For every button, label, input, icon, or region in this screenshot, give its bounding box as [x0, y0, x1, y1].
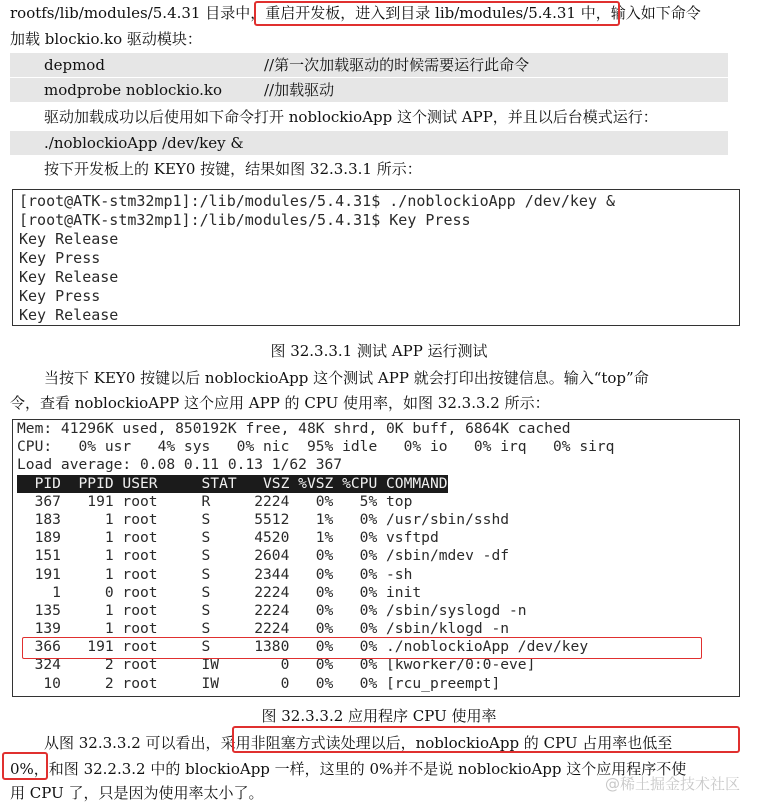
process-row: 139 1 root S 2224 0% 0% /sbin/klogd -n — [17, 620, 510, 638]
process-row: 367 191 root R 2224 0% 5% top — [17, 492, 413, 510]
para-press: 按下开发板上的 KEY0 按键，结果如图 32.3.3.1 所示： — [44, 160, 422, 178]
intro-text-post: 输入如下命令 — [610, 4, 701, 22]
conclusion-line-2 — [10, 758, 686, 780]
terminal-line: Key Release — [19, 230, 119, 248]
process-row: 183 1 root S 5512 1% 0% /usr/sbin/sshd — [17, 510, 510, 528]
para-run: 驱动加载成功以后使用如下命令打开 noblockioApp 这个测试 APP，并且以后台模式运行： — [44, 108, 658, 126]
code-line-modprobe — [44, 78, 335, 102]
process-row-noblockioapp: 366 191 root S 1380 0% 0% ./noblockioApp /dev/key — [17, 638, 589, 656]
process-row: 191 1 root S 2344 0% 0% -sh — [17, 565, 413, 583]
process-row: 189 1 root S 4520 1% 0% vsftpd — [17, 529, 439, 547]
process-row: 10 2 root IW 0 0% 0% [rcu_preempt] — [17, 674, 501, 692]
terminal-line: Key Release — [19, 306, 119, 324]
code-comment: //第一次加载驱动的时候需要运行此命令 — [264, 56, 530, 74]
code-comment: //加载驱动 — [264, 81, 335, 99]
terminal-output-top — [12, 419, 740, 697]
intro-line-2: 加载 blockio.ko 驱动模块： — [10, 30, 202, 48]
code-cmd: modprobe noblockio.ko — [44, 81, 222, 99]
intro-text-highlight: 重启开发板，进入到目录 lib/modules/5.4.31 中， — [265, 4, 611, 22]
figure-caption-1: 图 32.3.3.1 测试 APP 运行测试 — [270, 342, 488, 360]
para-top-line-1: 当按下 KEY0 按键以后 noblockioApp 这个测试 APP 就会打印出按键信息。输入“top”命 — [44, 369, 649, 387]
process-row: 151 1 root S 2604 0% 0% /sbin/mdev -df — [17, 547, 510, 565]
conclusion-post: 和图 32.2.3.2 中的 blockioApp 一样，这里的 0%并不是说 noblockioApp 这个应用程序不使 — [48, 760, 687, 778]
conclusion-highlight: 采用非阻塞方式读处理以后，noblockioApp 的 CPU 占用率也低至 — [220, 734, 673, 752]
conclusion-line-3: 用 CPU 了，只是因为使用率太小了。 — [10, 784, 264, 802]
para-top-line-2: 令，查看 noblockioAPP 这个应用 APP 的 CPU 使用率，如图 32.3.3.2 所示： — [10, 394, 550, 412]
terminal-line: [root@ATK-stm32mp1]:/lib/modules/5.4.31$ Key Press — [19, 211, 471, 229]
terminal-line: [root@ATK-stm32mp1]:/lib/modules/5.4.31$ ./noblockioApp /dev/key & — [19, 192, 616, 210]
code-line-depmod — [44, 53, 530, 77]
intro-text-pre: rootfs/lib/modules/5.4.31 目录中， — [10, 4, 266, 22]
top-header-text: PID PPID USER STAT VSZ %VSZ %CPU COMMAND — [17, 474, 448, 492]
terminal-output-1 — [12, 189, 740, 326]
figure-caption-2: 图 32.3.3.2 应用程序 CPU 使用率 — [261, 707, 497, 725]
watermark: @稀土掘金技术社区 — [604, 775, 740, 793]
terminal-line: Key Release — [19, 268, 119, 286]
top-header-row — [17, 475, 735, 493]
top-load-line: Load average: 0.08 0.11 0.13 1/62 367 — [17, 456, 343, 474]
top-cpu-line: CPU: 0% usr 4% sys 0% nic 95% idle 0% io 0% irq 0% sirq — [17, 438, 615, 456]
conclusion-pre: 从图 32.3.3.2 可以看出， — [44, 734, 221, 752]
terminal-line: Key Press — [19, 249, 101, 267]
intro-line-1 — [10, 2, 701, 24]
process-row: 1 0 root S 2224 0% 0% init — [17, 583, 422, 601]
process-row: 324 2 root IW 0 0% 0% [kworker/0:0-eve] — [17, 656, 536, 674]
process-row: 135 1 root S 2224 0% 0% /sbin/syslogd -n — [17, 601, 527, 619]
code-line-run: ./noblockioApp /dev/key & — [44, 134, 244, 152]
code-cmd: depmod — [44, 56, 105, 74]
terminal-line: Key Press — [19, 287, 101, 305]
top-mem-line: Mem: 41296K used, 850192K free, 48K shrd, 0K buff, 6864K cached — [17, 420, 571, 437]
conclusion-line-1 — [44, 732, 672, 754]
conclusion-highlight-zero: 0%， — [10, 760, 49, 778]
